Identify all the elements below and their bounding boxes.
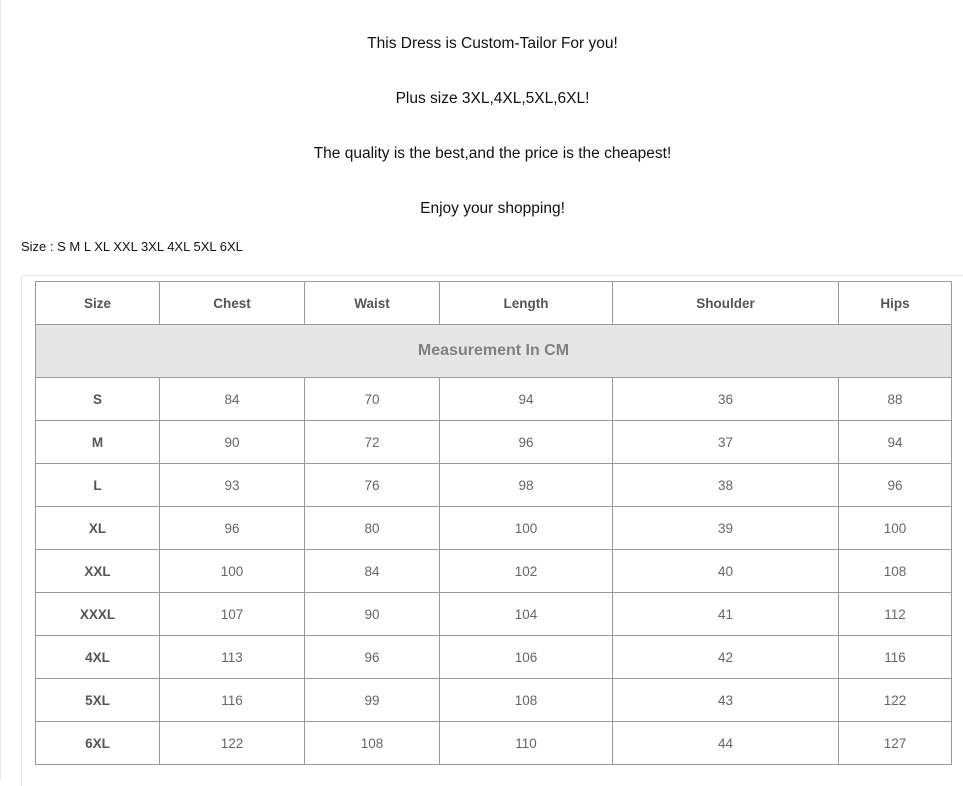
table-body <box>36 325 952 765</box>
table-row <box>36 378 952 421</box>
cell-hips: 108 <box>839 550 952 593</box>
column-header-length: Length <box>440 282 613 325</box>
cell-chest: 122 <box>160 722 305 765</box>
cell-size: L <box>36 464 160 507</box>
cell-size: 5XL <box>36 679 160 722</box>
table-row <box>36 636 952 679</box>
table-row <box>36 722 952 765</box>
cell-length: 106 <box>440 636 613 679</box>
cell-shoulder: 40 <box>613 550 839 593</box>
cell-shoulder: 41 <box>613 593 839 636</box>
cell-chest: 100 <box>160 550 305 593</box>
cell-hips: 88 <box>839 378 952 421</box>
cell-waist: 70 <box>305 378 440 421</box>
cell-size: XXXL <box>36 593 160 636</box>
column-header-hips: Hips <box>839 282 952 325</box>
intro-line-plus-size: Plus size 3XL,4XL,5XL,6XL! <box>395 90 590 107</box>
size-chart-table <box>35 281 952 765</box>
column-header-chest: Chest <box>160 282 305 325</box>
cell-hips: 94 <box>839 421 952 464</box>
cell-hips: 122 <box>839 679 952 722</box>
cell-waist: 72 <box>305 421 440 464</box>
measurement-unit-note: Measurement In CM <box>36 325 952 378</box>
cell-length: 110 <box>440 722 613 765</box>
cell-length: 102 <box>440 550 613 593</box>
column-header-shoulder: Shoulder <box>613 282 839 325</box>
cell-size: XL <box>36 507 160 550</box>
intro-line-custom-tailor: This Dress is Custom-Tailor For you! <box>367 35 618 52</box>
cell-waist: 90 <box>305 593 440 636</box>
intro-line-enjoy: Enjoy your shopping! <box>420 200 565 217</box>
cell-length: 94 <box>440 378 613 421</box>
cell-waist: 108 <box>305 722 440 765</box>
cell-length: 98 <box>440 464 613 507</box>
cell-size: 4XL <box>36 636 160 679</box>
table-row <box>36 593 952 636</box>
left-border-line <box>0 0 1 779</box>
cell-chest: 90 <box>160 421 305 464</box>
cell-size: S <box>36 378 160 421</box>
cell-waist: 76 <box>305 464 440 507</box>
cell-length: 104 <box>440 593 613 636</box>
cell-length: 96 <box>440 421 613 464</box>
table-row <box>36 421 952 464</box>
cell-shoulder: 42 <box>613 636 839 679</box>
cell-hips: 127 <box>839 722 952 765</box>
cell-hips: 116 <box>839 636 952 679</box>
cell-chest: 113 <box>160 636 305 679</box>
cell-shoulder: 39 <box>613 507 839 550</box>
cell-shoulder: 37 <box>613 421 839 464</box>
cell-waist: 99 <box>305 679 440 722</box>
available-sizes-text: Size : S M L XL XXL 3XL 4XL 5XL 6XL <box>21 239 243 254</box>
cell-chest: 116 <box>160 679 305 722</box>
table-row <box>36 679 952 722</box>
cell-length: 108 <box>440 679 613 722</box>
cell-chest: 93 <box>160 464 305 507</box>
cell-hips: 96 <box>839 464 952 507</box>
cell-shoulder: 43 <box>613 679 839 722</box>
cell-shoulder: 44 <box>613 722 839 765</box>
cell-hips: 112 <box>839 593 952 636</box>
table-header-row <box>36 282 952 325</box>
cell-chest: 96 <box>160 507 305 550</box>
cell-size: 6XL <box>36 722 160 765</box>
column-header-waist: Waist <box>305 282 440 325</box>
table-row <box>36 550 952 593</box>
cell-chest: 84 <box>160 378 305 421</box>
table-row <box>36 464 952 507</box>
cell-waist: 80 <box>305 507 440 550</box>
cell-shoulder: 38 <box>613 464 839 507</box>
column-header-size: Size <box>36 282 160 325</box>
cell-shoulder: 36 <box>613 378 839 421</box>
cell-waist: 96 <box>305 636 440 679</box>
intro-line-quality: The quality is the best,and the price is the cheapest! <box>313 145 672 162</box>
table-row <box>36 507 952 550</box>
cell-size: M <box>36 421 160 464</box>
cell-length: 100 <box>440 507 613 550</box>
cell-chest: 107 <box>160 593 305 636</box>
unit-note-row <box>36 325 952 378</box>
cell-hips: 100 <box>839 507 952 550</box>
cell-waist: 84 <box>305 550 440 593</box>
cell-size: XXL <box>36 550 160 593</box>
